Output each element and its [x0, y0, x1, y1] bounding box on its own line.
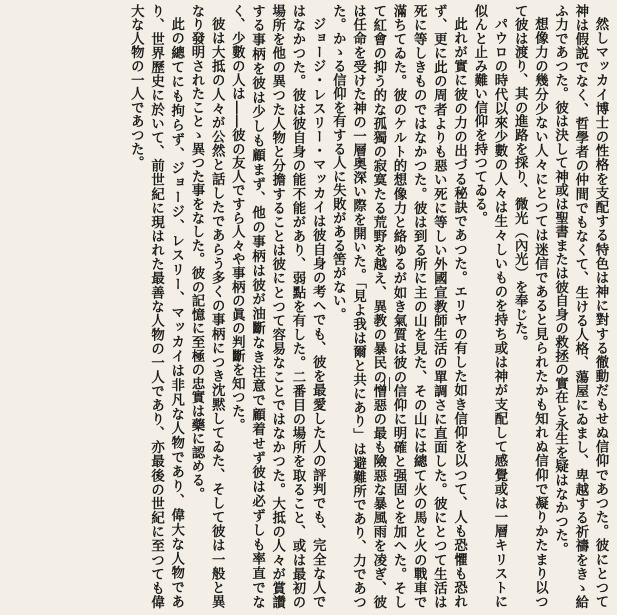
paragraph-2: 想像力の幾分少ない人々にとつては迷信であると見られたかも知れぬ信仰で凝りかたまり以つて彼は渡り、其の進路を採り、微光（內光）を奉じた。 — [512, 4, 549, 609]
text-cursor-icon — [384, 377, 390, 391]
paragraph-7: 此の總てにも拘らず、ジョージ、レスリー、マッカイは非凡な人物であり、偉大な人物であり、世界歷史に於いて、前世紀に現はれた最善な人物の一人であり、亦最後の世紀に至つても偉大な人物の一人であつた。 — [128, 4, 185, 609]
paragraph-6: 彼は大抵の人々が公然と話したであらう多くの事柄につき沈黙してゐた、そして彼は一般と異なり發明されたことゝ異つた事をなした。彼の記憶に至極の忠實は藥に認める。 — [188, 4, 226, 609]
paragraph-1: 然しマッカイ博士の性格を支配する特色は神に對する徹動だもせぬ信仰であつた。彼にとつて神は假説でなく、哲學者の仲間でもなくて、生ける人格、蕩屋にゐまし、卑越する祈禱をきゝ給ふ力であつた。彼は決して神或は聖書または彼自身の救拯の實在と永生を疑はなかつた。 — [552, 4, 609, 609]
vertical-text-body — [6, 4, 611, 609]
paragraph-5: ジョージ・レスリー・マッカイは彼自身の考へでも、彼を最愛した人の評判でも、完全な人ではなかつた。彼は彼自身の能不能があり、弱點を有した。二番目の場所を取ること、或は最初の場所を他の異つた人物と分擔することは彼にとつて容易なことではなかつた。大抵の人々が賞讚する事柄を彼は少しも顧まず、他の事柄は彼が油斷なき注意で顧着せず彼は必ずしも率直でなく、少數の人は――彼の友人ですら人々や事柄の眞の判斷を知つた。 — [229, 4, 327, 609]
paragraph-4: 此れが實に彼の力の出づる秘訣であつた。エリヤの有した如き信仰を以つて、人も恐懼も恐れず、更に此の周者よりも惡い死に等しい外國宣教師生活の單調さに直面した。彼にとつて生活は死に等しきものではなかつた。彼は到る所に主の山を見た、その山には總て火の馬と火の戰車で滿ちてゐた。彼のケルト的想像力と絡ゆるが如き氣質は彼の信仰に明確と强固とを加へた。そして紅會の抑う的な孤獨の寂寞たる荒野を越え、異教の暴民の憎惡の最も險惡な暴風雨を凌ぎ、彼は任命を受けた神の一層奥深い際を開いた。「見よ我は爾と共にあり」は避難所であり、力であつた。かゝる信仰を有する人に失敗がある筈がない。 — [330, 4, 468, 609]
paragraph-3: パウロの時代以來少數の人々は生々しいものを持ち或は神が支配して感覺或は一層キリストに似んと止み難い信仰を持つてゐる。 — [471, 4, 508, 609]
